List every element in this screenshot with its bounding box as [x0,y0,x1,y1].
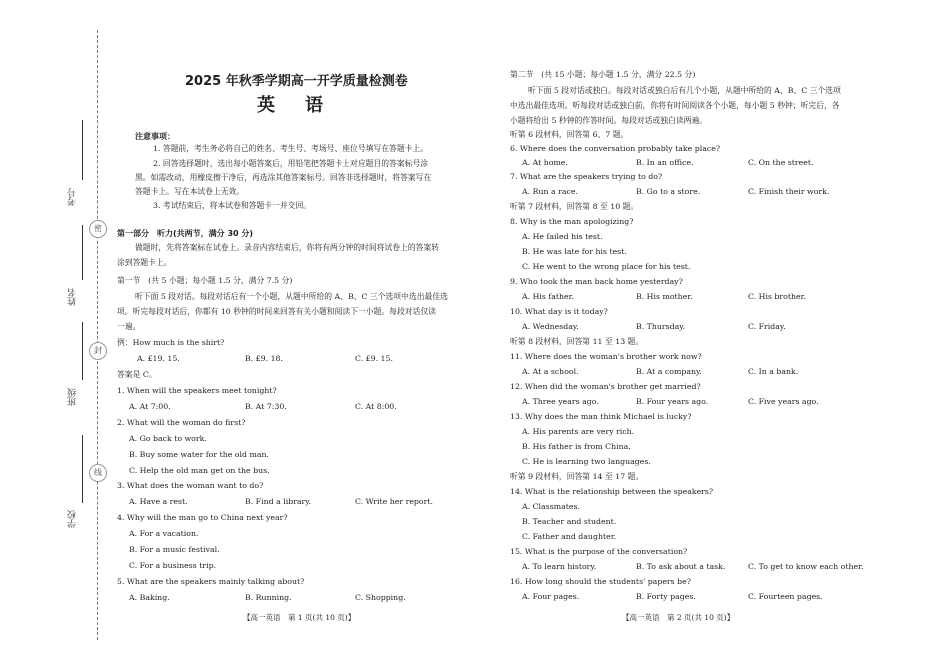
example-option: C. £9. 15. [355,354,393,363]
question-2: 2. What will the woman do first? [117,418,246,427]
section1-intro: 听下面 5 段对话。每段对话后有一个小题，从题中所给的 A、B、C 三个选项中选出最佳选 [135,292,448,301]
example-option: A. £19. 15. [137,354,180,363]
q5-option: B. Running. [245,593,292,602]
question-14: 14. What is the relationship between the speakers? [510,487,714,496]
question-1: 1. When will the speakers meet tonight? [117,386,277,395]
exam-title: 2025 年秋季学期高一开学质量检测卷 [185,74,408,89]
q15-option: B. To ask about a task. [636,562,726,571]
question-15: 15. What is the purpose of the conversation? [510,547,688,556]
q2-option: B. Buy some water for the old man. [129,450,270,459]
question-9: 9. Who took the man back home yesterday? [510,277,683,286]
q1-option: C. At 8:00. [355,402,397,411]
q4-option: C. For a business trip. [129,561,217,570]
question-4: 4. Why will the man go to China next year? [117,513,288,522]
name-line [82,225,83,280]
q2-option: A. Go back to work. [129,434,207,443]
q12-option: C. Five years ago. [748,397,819,406]
note-line: 3. 考试结束后，将本试卷和答题卡一并交回。 [153,201,312,210]
q6-option: C. On the street. [748,158,814,167]
question-7: 7. What are the speakers trying to do? [510,172,663,181]
q8-option: C. He went to the wrong place for his test. [522,262,691,271]
note-line: 黑。如需改动，用橡皮擦干净后，再选涂其他答案标号。回答非选择题时，将答案写在 [135,173,432,182]
seal-char-mi: 密 [89,220,107,238]
question-11: 11. Where does the woman's brother work now? [510,352,702,361]
q6-option: B. In an office. [636,158,694,167]
q5-option: C. Shopping. [355,593,406,602]
section1-heading: 第一节 (共 5 小题；每小题 1.5 分，满分 7.5 分) [117,276,293,285]
q11-option: C. In a bank. [748,367,799,376]
note-line: 2. 回答选择题时，选出每小题答案后，用铅笔把答题卡上对应题目的答案标号涂 [153,159,429,168]
q14-option: A. Classmates. [522,502,580,511]
q16-option: A. Four pages. [522,592,580,601]
q3-option: C. Write her report. [355,497,433,506]
q7-option: B. Go to a store. [636,187,701,196]
example-option: B. £9. 18. [245,354,283,363]
q15-option: A. To learn history. [522,562,597,571]
seal-char-feng: 封 [89,342,107,360]
subject-title: 英 语 [257,95,329,116]
q8-option: A. He failed his test. [522,232,603,241]
q15-option: C. To get to know each other. [748,562,864,571]
note-line: 1. 答题前，考生务必将自己的姓名、考生号、考场号、座位号填写在答题卡上。 [153,144,429,153]
class-line [82,322,83,380]
question-6: 6. Where does the conversation probably take place? [510,144,721,153]
page-footer-2: 【高一英语 第 2 页(共 10 页)】 [622,613,735,622]
q4-option: B. For a music festival. [129,545,220,554]
q11-option: A. At a school. [522,367,579,376]
q13-option: A. His parents are very rich. [522,427,635,436]
question-12: 12. When did the woman's brother get married? [510,382,701,391]
q16-option: B. Forty pages. [636,592,696,601]
page-footer-1: 【高一英语 第 1 页(共 10 页)】 [243,613,356,622]
section2-heading: 第二节 (共 15 小题；每小题 1.5 分，满分 22.5 分) [510,70,696,79]
q1-option: A. At 7:00. [129,402,171,411]
q16-option: C. Fourteen pages. [748,592,823,601]
material-heading: 听第 9 段材料，回答第 14 至 17 题。 [510,472,644,481]
q6-option: A. At home. [522,158,568,167]
section2-intro: 中选出最佳选项。听每段对话或独白前，你将有时间阅读各个小题，每小题 5 秒钟；听完后，各 [510,101,840,110]
q1-option: B. At 7:30. [245,402,287,411]
material-heading: 听第 6 段材料，回答第 6、7 题。 [510,130,629,139]
binding-dashed-line [97,30,98,640]
seal-char-xian: 线 [89,464,107,482]
q3-option: B. Find a library. [245,497,312,506]
section2-intro: 小题将给出 5 秒钟的作答时间。每段对话或独白读两遍。 [510,116,708,125]
question-13: 13. Why does the man think Michael is lucky? [510,412,692,421]
question-5: 5. What are the speakers mainly talking about? [117,577,305,586]
q10-option: C. Friday. [748,322,786,331]
q14-option: B. Teacher and student. [522,517,617,526]
q8-option: B. He was late for his test. [522,247,627,256]
part1-intro: 涂到答题卡上。 [117,258,172,267]
q10-option: A. Wednesday. [522,322,579,331]
note-line: 答题卡上。写在本试卷上无效。 [135,187,245,196]
q14-option: C. Father and daughter. [522,532,617,541]
label-name: 姓名 [68,288,78,306]
q7-option: A. Run a race. [522,187,578,196]
notes-heading: 注意事项： [135,132,175,141]
q7-option: C. Finish their work. [748,187,830,196]
q12-option: B. Four years ago. [636,397,709,406]
example-question: 例：How much is the shirt? [117,338,225,347]
part1-heading: 第一部分 听力(共两节，满分 30 分) [117,229,254,238]
q13-option: B. His father is from China. [522,442,631,451]
question-3: 3. What does the woman want to do? [117,481,264,490]
q4-option: A. For a vacation. [129,529,199,538]
question-8: 8. Why is the man apologizing? [510,217,634,226]
exam-number-line [82,120,83,180]
part1-intro: 做题时，先将答案标在试卷上。录音内容结束后，你将有两分钟的时间将试卷上的答案转 [135,243,440,252]
question-16: 16. How long should the students' papers be? [510,577,691,586]
section1-intro: 一遍。 [117,322,141,331]
q10-option: B. Thursday. [636,322,686,331]
section1-intro: 项。听完每段对话后，你都有 10 秒钟的时间来回答有关小题和阅读下一小题。每段对话仅读 [117,307,436,316]
school-line [82,435,83,503]
material-heading: 听第 7 段材料，回答第 8 至 10 题。 [510,202,639,211]
section2-intro: 听下面 5 段对话或独白。每段对话或独白后有几个小题，从题中所给的 A、B、C 三个选项 [528,86,841,95]
q5-option: A. Baking. [129,593,170,602]
q2-option: C. Help the old man get on the bus. [129,466,270,475]
material-heading: 听第 8 段材料，回答第 11 至 13 题。 [510,337,644,346]
label-exam-number: 考号 [68,188,78,206]
q13-option: C. He is learning two languages. [522,457,651,466]
q3-option: A. Have a rest. [129,497,188,506]
question-10: 10. What day is it today? [510,307,608,316]
q9-option: B. His mother. [636,292,693,301]
example-answer: 答案是 C。 [117,370,157,379]
label-school: 学校 [68,510,78,528]
q9-option: A. His father. [522,292,575,301]
label-class: 班级 [68,388,78,406]
q9-option: C. His brother. [748,292,806,301]
q11-option: B. At a company. [636,367,702,376]
q12-option: A. Three years ago. [522,397,599,406]
